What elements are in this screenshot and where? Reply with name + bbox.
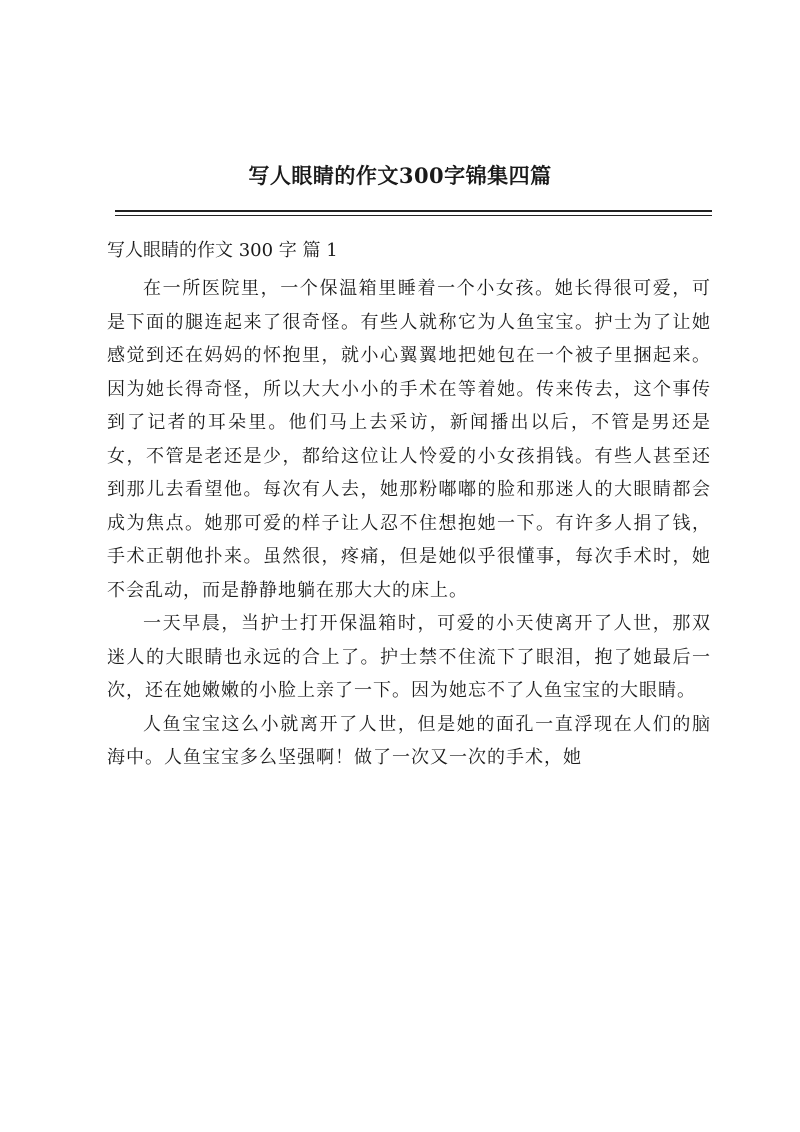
paragraph-3: 人鱼宝宝这么小就离开了人世，但是她的面孔一直浮现在人们的脑海中。人鱼宝宝多么坚强啊！做了一次又一次的手术，她 <box>107 713 711 768</box>
paragraph-1: 在一所医院里，一个保温箱里睡着一个小女孩。她长得很可爱，可是下面的腿连起来了很奇怪。有些人就称它为人鱼宝宝。护士为了让她感觉到还在妈妈的怀抱里，就小心翼翼地把她包在一个被子里捆起来。因为她长得奇怪，所以大大小小的手术在等着她。传来传去，这个事传到了记者的耳朵里。他们马上去采访，新闻播出以后，不管是男还是女，不管是老还是少，都给这位让人怜爱的小女孩捐钱。有些人甚至还到那儿去看望他。每次有人去，她那粉嘟嘟的脸和那迷人的大眼睛都会成为焦点。她那可爱的样子让人忍不住想抱她一下。有许多人捐了钱，手术正朝他扑来。虽然很，疼痛，但是她似乎很懂事，每次手术时，她不会乱动，而是静静地躺在那大大的床上。 <box>107 278 711 601</box>
document-title: 写人眼睛的作文300字锦集四篇 <box>248 163 552 188</box>
body-text <box>107 272 711 775</box>
title-divider-thick <box>115 210 712 212</box>
section-heading: 写人眼睛的作文 300 字 篇 1 <box>107 240 338 261</box>
paragraph-2: 一天早晨，当护士打开保温箱时，可爱的小天使离开了人世，那双迷人的大眼睛也永远的合上了。护士禁不住流下了眼泪，抱了她最后一次，还在她嫩嫩的小脸上亲了一下。因为她忘不了人鱼宝宝的大眼睛。 <box>107 613 711 701</box>
title-divider-thin <box>115 215 712 216</box>
